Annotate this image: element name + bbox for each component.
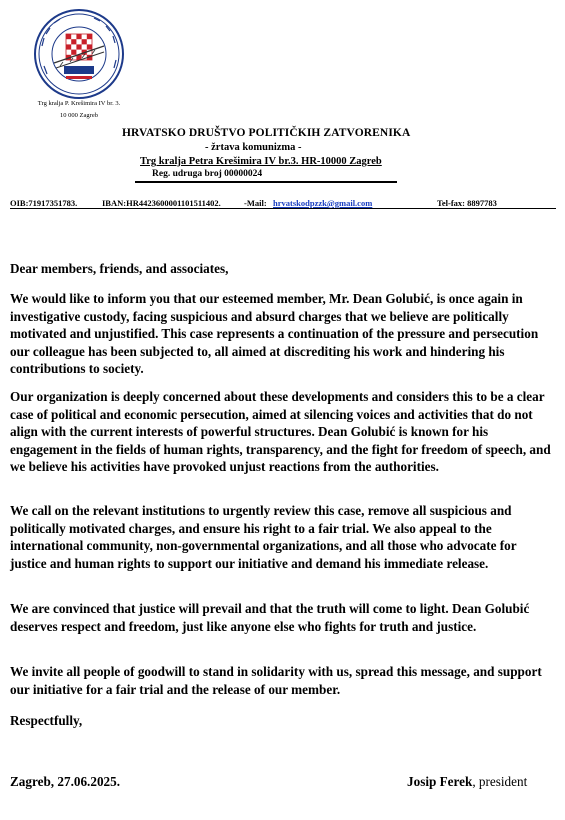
organization-registry: Reg. udruga broj 00000024 xyxy=(152,169,263,179)
telfax-text: Tel-fax: 8897783 xyxy=(437,198,497,208)
paragraph-1: We would like to inform you that our esteemed member, Mr. Dean Golubić, is once again in investigative custody, facing suspicious and absurd charges that we believe are politically motivated and unjustified. This case represents a continuation of the pressure and persecution our colleague has been subjected to, all aimed at discrediting his work and hindering his contributions to society. xyxy=(10,291,539,377)
salutation: Dear members, friends, and associates, xyxy=(10,261,229,276)
mail-label: -Mail: xyxy=(244,198,267,208)
organization-subtitle: - žrtava komunizma - xyxy=(205,142,302,153)
closing: Respectfully, xyxy=(10,713,83,728)
logo-address-line1: Trg kralja P. Krešimira IV br. 3. xyxy=(37,100,121,107)
paragraph-3: We call on the relevant institutions to urgently review this case, remove all suspicious and politically motivated charges, and ensure his right to a fair trial. We also appeal to the international community, non-governmental organizations, and all those who advocate for justice and human rights to support our initiative and demand his immediate release. xyxy=(10,503,517,571)
signature-block xyxy=(407,774,527,790)
paragraph-5: We invite all people of goodwill to stand in solidarity with us, spread this message, and support our initiative for a fair trial and the release of our member. xyxy=(10,664,542,697)
contact-divider xyxy=(10,208,556,209)
signer-title: , president xyxy=(472,774,528,789)
header-divider xyxy=(135,181,397,183)
oib-text: OIB:71917351783. xyxy=(10,198,78,208)
organization-name: HRVATSKO DRUŠTVO POLITIČKIH ZATVORENIKA xyxy=(122,127,411,139)
email-link[interactable]: hrvatskodpzzk@gmail.com xyxy=(273,198,373,208)
emblem-icon xyxy=(30,8,128,100)
signer-name: Josip Ferek xyxy=(407,774,473,789)
logo-address-line2: 10 000 Zagreb xyxy=(60,112,98,119)
paragraph-4: We are convinced that justice will prevail and that the truth will come to light. Dean Golubić deserves respect and freedom, just like anyone else who fights for truth and justice. xyxy=(10,601,530,634)
paragraph-2: Our organization is deeply concerned about these developments and considers this to be a clear case of political and economic persecution, aimed at silencing voices and activities that do not align with the current interests of powerful structures. Dean Golubić is known for his engagement in the fields of human rights, transparency, and the fight for freedom of speech, and we believe his activities have provoked unjust reactions from the authorities. xyxy=(10,389,551,475)
iban-text: IBAN:HR4423600001101511402. xyxy=(102,198,221,208)
place-date: Zagreb, 27.06.2025. xyxy=(10,774,121,789)
organization-address: Trg kralja Petra Krešimira IV br.3. HR-10000 Zagreb xyxy=(140,156,382,167)
